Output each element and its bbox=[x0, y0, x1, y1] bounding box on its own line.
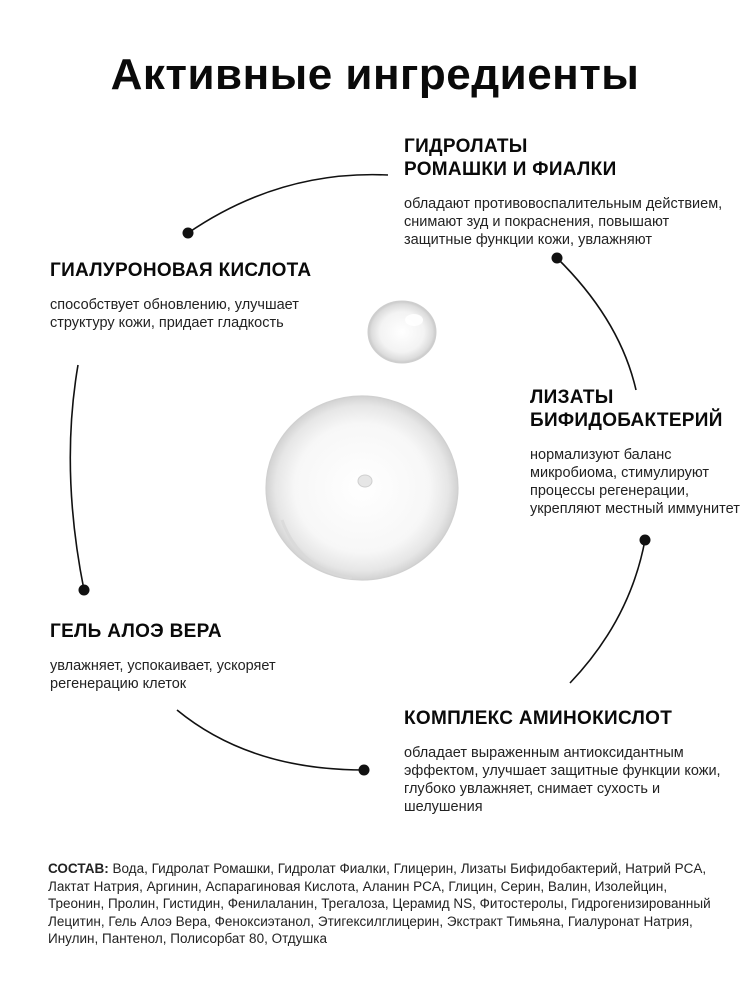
dot-left bbox=[79, 585, 90, 596]
arc-right-lower bbox=[570, 540, 645, 683]
ingredient-hyaluronic-acid bbox=[50, 259, 350, 332]
ingredient-title: ГЕЛЬ АЛОЭ ВЕРА bbox=[50, 621, 222, 642]
page-title: Активные ингредиенты bbox=[110, 50, 640, 99]
arc-bottom-left bbox=[177, 710, 364, 770]
ingredient-title-line2: РОМАШКИ И ФИАЛКИ bbox=[404, 159, 617, 180]
ingredient-title bbox=[530, 386, 740, 432]
arc-top-left bbox=[188, 175, 388, 233]
ingredient-title bbox=[404, 135, 734, 181]
composition-text bbox=[48, 860, 718, 948]
ingredient-description: нормализуют баланс микробиома, стимулируют процессы регенерации, укрепляют местный иммунитет bbox=[530, 447, 740, 517]
dot-right-upper bbox=[552, 253, 563, 264]
ingredient-description: обладает выраженным антиоксидантным эффектом, улучшает защитные функции кожи, глубоко увлажняет, снимает сухость и шелушения bbox=[404, 745, 721, 815]
composition-list: Вода, Гидролат Ромашки, Гидролат Фиалки, Глицерин, Лизаты Бифидобактерий, Натрий PCA, Лактат Натрия, Аргинин, Аспарагиновая Кислота, Аланин PCA, Глицин, Серин, Валин, Изолейцин, Треонин, Пролин, Гистидин, Фенилаланин, Трегалоза, Церамид NS, Фитостеролы, Гидрогенизированный Лецитин, Гель Алоэ Вера, Феноксиэтанол, Этигексилглицерин, Экстракт Тимьяна, Гиалуронат Натрия, Инулин, Пантенол, Полисорбат 80, Отдушка bbox=[48, 861, 711, 946]
composition-label: СОСТАВ: bbox=[48, 861, 109, 876]
ingredient-title-line1: ГИДРОЛАТЫ bbox=[404, 136, 528, 157]
ingredient-description: обладают противовоспалительным действием, снимают зуд и покраснения, повышают защитные функции кожи, увлажняют bbox=[404, 196, 723, 248]
ingredient-amino-acids bbox=[404, 707, 734, 816]
ingredient-aloe-gel bbox=[50, 620, 290, 693]
dot-top-left bbox=[183, 228, 194, 239]
ingredient-description: способствует обновлению, улучшает структуру кожи, придает гладкость bbox=[50, 297, 299, 331]
gel-drop-large bbox=[266, 396, 458, 580]
gel-drop-small bbox=[368, 301, 436, 363]
arc-right-upper bbox=[557, 258, 636, 390]
ingredient-title-line1: ЛИЗАТЫ bbox=[530, 387, 614, 408]
ingredient-title: КОМПЛЕКС АМИНОКИСЛОТ bbox=[404, 708, 673, 729]
dot-bottom bbox=[359, 765, 370, 776]
ingredient-title: ГИАЛУРОНОВАЯ КИСЛОТА bbox=[50, 260, 312, 281]
ingredient-title-line2: БИФИДОБАКТЕРИЙ bbox=[530, 410, 723, 431]
dot-right-lower bbox=[640, 535, 651, 546]
ingredient-hydrolates bbox=[404, 135, 734, 249]
ingredient-description: увлажняет, успокаивает, ускоряет регенерацию клеток bbox=[50, 658, 276, 692]
arc-left bbox=[70, 365, 84, 590]
ingredient-lysates bbox=[530, 386, 740, 518]
